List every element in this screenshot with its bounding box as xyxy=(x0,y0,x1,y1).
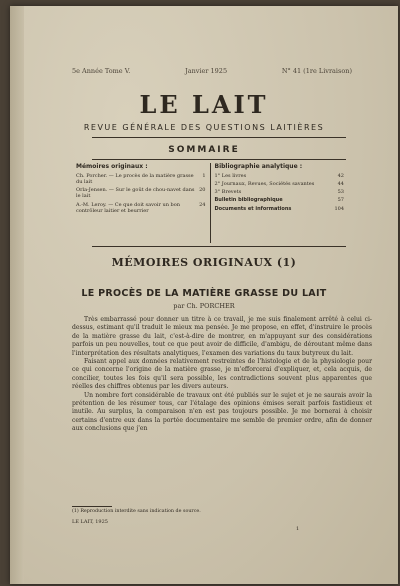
divider-bottom xyxy=(92,246,346,247)
toc-entry xyxy=(215,189,345,195)
toc-entry xyxy=(76,187,206,200)
toc-entry-page: 104 xyxy=(334,205,344,212)
toc-entry-page: 53 xyxy=(337,189,344,195)
divider-sommaire xyxy=(92,159,346,160)
toc-entry-page: 44 xyxy=(337,180,344,187)
toc-left-heading: Mémoires originaux : xyxy=(76,163,148,170)
footnote-divider xyxy=(72,506,112,507)
toc-entry xyxy=(76,173,206,186)
toc-entry xyxy=(215,206,345,212)
paragraph: Faisant appel aux données relativement restreintes de l'histologie et de la physiologie pour ce qui concerne l'origine de la matière grasse, je m'efforcerai d'expliquer, et, cela acquis, de concilier, toutes les fois qu'il sera possible, les contradictions souvent plus apparentes que réelles des chiffres obtenus par les divers auteurs. xyxy=(72,358,372,391)
issue-number: N° 41 (1re Livraison) xyxy=(281,67,352,75)
toc-entry-page: 1 xyxy=(202,172,206,179)
table-of-contents xyxy=(72,163,348,243)
toc-entry-text: Orla-Jensen. — Sur le goût de chou-navet dans le lait xyxy=(76,187,195,200)
toc-left-column xyxy=(72,163,210,243)
toc-entry-page: 57 xyxy=(337,197,344,204)
volume-info: 5e Année Tome V. xyxy=(72,67,131,75)
sommaire-heading: SOMMAIRE xyxy=(168,145,240,155)
page-number: 1 xyxy=(296,526,300,532)
toc-entry xyxy=(76,202,206,215)
footnote: (1) Reproduction interdite sans indication de source. xyxy=(72,509,201,514)
toc-right-heading: Bibliographie analytique : xyxy=(214,163,303,170)
toc-entry-text: Bulletin bibliographique xyxy=(214,197,283,204)
toc-entry xyxy=(215,173,345,179)
article-title: LE PROCÈS DE LA MATIÈRE GRASSE DU LAIT xyxy=(81,288,327,299)
toc-entry xyxy=(215,197,345,203)
paragraph: Un nombre fort considérable de travaux ont été publiés sur le sujet et je ne saurais avoir la prétention de les résumer tous, car l'étalage des opinions émises serait parfois fastidieux et inutile. Au surplus, la comparaison n'en est pas toujours possible. Je me bornerai à choisir certains d'entre eux dans la portée documentaire me semble de premier ordre, afin de donner aux conclusions que j'en xyxy=(72,391,372,433)
toc-entry-text: Ch. Porcher. — Le procès de la matière grasse du lait xyxy=(76,172,194,185)
toc-entry-text: 1° Les livres xyxy=(214,172,247,179)
toc-right-column xyxy=(210,163,349,243)
toc-entry-text: 3° Brevets xyxy=(214,189,242,195)
toc-entry-page: 24 xyxy=(199,201,206,208)
article-byline: par Ch. PORCHER xyxy=(173,302,235,310)
paragraph: Très embarrassé pour donner un titre à ce travail, je me suis finalement arrêté à celui ci-dessus, estimant qu'il traduit le mieux ma pensée. Je me propose, en effet, d'instruire le procès de la matière grasse du lait, c'est-à-dire de montrer, en m'appuyant sur des considérations parfois un peu nouvelles, tout ce que peut avoir de difficile, d'ambigu, de déroutant même dans l'interprétation des résultats analytiques, l'examen des variations du taux butyreux du lait. xyxy=(72,316,372,357)
journal-title: LE LAIT xyxy=(139,90,269,119)
toc-entry-text: A.-M. Leroy. — Ce que doit savoir un bon contrôleur laitier et beurrier xyxy=(76,201,180,214)
footer-journal: LE LAIT, 1925 xyxy=(72,519,108,525)
toc-entry-text: Documents et informations xyxy=(214,205,292,212)
journal-subtitle: REVUE GÉNÉRALE DES QUESTIONS LAITIÈRES xyxy=(83,123,325,132)
section-title: MÉMOIRES ORIGINAUX (1) xyxy=(111,256,297,269)
divider-top xyxy=(92,137,346,138)
toc-entry-page: 20 xyxy=(199,187,206,193)
article-body xyxy=(72,316,372,434)
document-page xyxy=(10,6,398,584)
toc-entry-page: 42 xyxy=(337,172,344,179)
masthead-info xyxy=(72,67,352,75)
toc-entry-text: 2° Journaux, Revues, Sociétés savantes xyxy=(214,180,315,187)
toc-entry xyxy=(215,181,345,187)
issue-date: Janvier 1925 xyxy=(185,67,228,75)
